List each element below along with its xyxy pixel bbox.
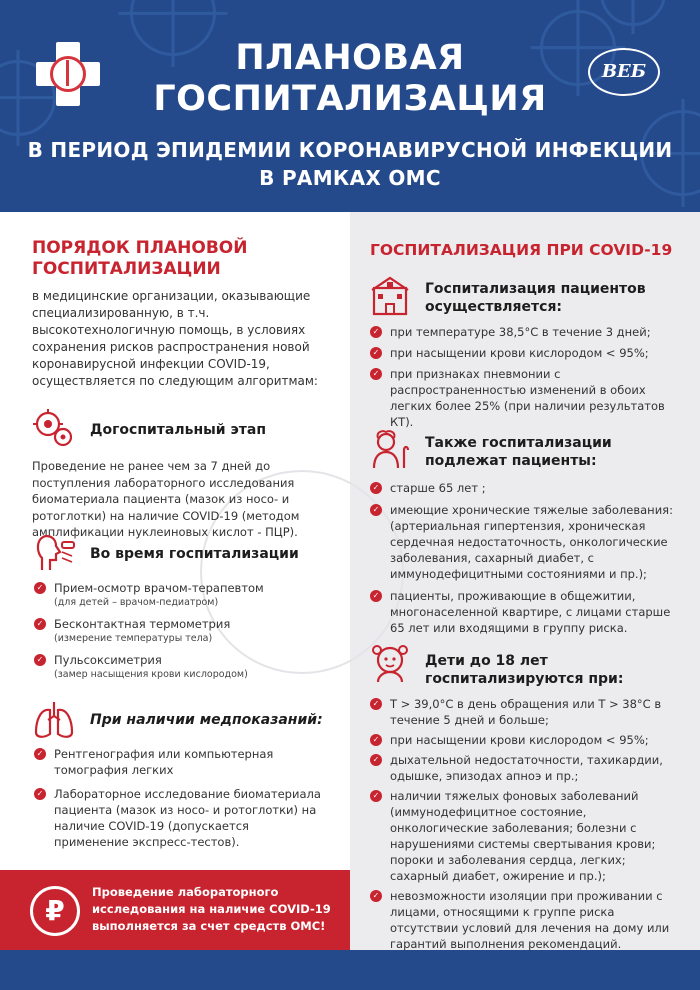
list-item: ✓ старше 65 лет ; bbox=[368, 480, 678, 496]
check-icon: ✓ bbox=[370, 347, 382, 359]
right-section-title: ГОСПИТАЛИЗАЦИЯ ПРИ COVID-19 bbox=[370, 241, 673, 259]
list-item: ✓ имеющие хронические тяжелые заболевания: (артериальная гипертензия, хроническая сердечная недостаточность, онкологические заболевания, сахарный диабет, с иммунодефицитными состояниями и пр.); bbox=[368, 502, 678, 582]
block1-list bbox=[368, 324, 678, 430]
list-item: ✓ пациенты, проживающие в общежитии, многонаселенной квартире, с лицами старше 65 лет или входящими в группу риска. bbox=[368, 588, 678, 636]
check-icon: ✓ bbox=[34, 654, 46, 666]
pre-hospital-text: Проведение не ранее чем за 7 дней до поступления лабораторного исследования биоматериала пациента (мазок из носо- и ротоглотки) на наличие COVID-19 (методом амплификации нуклеиновых кислот - ПЦР). bbox=[32, 459, 300, 539]
check-icon: ✓ bbox=[370, 754, 382, 766]
indications-heading: При наличии медпоказаний: bbox=[90, 712, 323, 728]
list-item: ✓ Прием-осмотр врачом-терапевтом (для детей – врачом-педиатром) bbox=[32, 580, 332, 609]
list-item: ✓ наличии тяжелых фоновых заболеваний (иммунодефицитное состояние, онкологические заболевания; болезни с нарушениями системы свертывания крови; пороки и заболевания сердца, легких; сахарный диабет, ожирение и пр.); bbox=[368, 788, 678, 884]
oms-notice-text: Проведение лабораторного исследования на наличие COVID-19 выполняется за счет средств ОМС! bbox=[92, 885, 331, 933]
block1-heading: Госпитализация пациентов осуществляется: bbox=[425, 281, 646, 315]
list-item: ✓ Лабораторное исследование биоматериала пациента (мазок из носо- и ротоглотки) на наличие COVID-19 (допускается применение экспресс-тестов). bbox=[32, 786, 322, 850]
thermometer-head-icon bbox=[32, 530, 76, 574]
subtitle-line2: В РАМКАХ ОМС bbox=[259, 166, 441, 190]
oms-notice-banner bbox=[0, 870, 350, 950]
block3-heading: Дети до 18 лет госпитализируются при: bbox=[425, 653, 624, 687]
pre-hospital-heading: Догоспитальный этап bbox=[90, 422, 267, 438]
list-item: ✓ Пульсоксиметрия (замер насыщения крови кислородом) bbox=[32, 652, 332, 681]
check-icon: ✓ bbox=[370, 734, 382, 746]
page-title-line1: ПЛАНОВАЯ bbox=[235, 38, 465, 78]
virus-cells-icon bbox=[32, 406, 76, 450]
list-item: ✓ при насыщении крови кислородом < 95%; bbox=[368, 732, 678, 748]
child-icon bbox=[368, 640, 412, 684]
check-icon: ✓ bbox=[34, 618, 46, 630]
check-icon: ✓ bbox=[370, 326, 382, 338]
check-icon: ✓ bbox=[370, 790, 382, 802]
block2-heading: Также госпитализации подлежат пациенты: bbox=[425, 435, 612, 469]
check-icon: ✓ bbox=[34, 582, 46, 594]
virus-decoration bbox=[600, 0, 666, 26]
during-hospitalization-heading: Во время госпитализации bbox=[90, 546, 299, 562]
during-hospitalization-list bbox=[32, 580, 332, 681]
block3-list bbox=[368, 696, 678, 952]
check-icon: ✓ bbox=[370, 890, 382, 902]
check-icon: ✓ bbox=[370, 482, 382, 494]
lungs-icon bbox=[32, 698, 76, 742]
page-title-line2: ГОСПИТАЛИЗАЦИЯ bbox=[153, 79, 547, 119]
check-icon: ✓ bbox=[34, 748, 46, 760]
check-icon: ✓ bbox=[370, 368, 382, 380]
indications-list bbox=[32, 746, 322, 850]
left-section-title: ПОРЯДОК ПЛАНОВОЙ ГОСПИТАЛИЗАЦИИ bbox=[32, 238, 248, 279]
check-icon: ✓ bbox=[370, 504, 382, 516]
list-item: ✓ при температуре 38,5°С в течение 3 дней; bbox=[368, 324, 678, 340]
list-item: ✓ дыхательной недостаточности, тахикардии, одышке, эпизодах апноэ и пр.; bbox=[368, 752, 678, 784]
list-item: ✓ Т > 39,0°С в день обращения или Т > 38°С в течение 5 дней и больше; bbox=[368, 696, 678, 728]
check-icon: ✓ bbox=[34, 788, 46, 800]
ruble-icon: ₽ bbox=[30, 886, 80, 936]
left-intro-text: в медицинские организации, оказывающие специализированную, в т.ч. высокотехнологичную помощь, в условиях сохранения рисков распространения новой коронавирусной инфекции COVID-19, осуществляется по следующим алгоритмам: bbox=[32, 289, 318, 388]
list-item: ✓ при насыщении крови кислородом < 95%; bbox=[368, 345, 678, 361]
elderly-person-icon bbox=[368, 428, 412, 472]
check-icon: ✓ bbox=[370, 590, 382, 602]
hospital-icon bbox=[368, 274, 412, 318]
list-item: ✓ при признаках пневмонии с распространенностью изменений в обоих легких более 25% (при наличии результатов КТ). bbox=[368, 366, 678, 430]
check-icon: ✓ bbox=[370, 698, 382, 710]
organization-logo: ВЕБ bbox=[588, 48, 660, 96]
list-item: ✓ Рентгенография или компьютерная томография легких bbox=[32, 746, 322, 778]
block2-list bbox=[368, 480, 678, 636]
header-banner bbox=[0, 0, 700, 212]
subtitle-line1: В ПЕРИОД ЭПИДЕМИИ КОРОНАВИРУСНОЙ ИНФЕКЦИИ bbox=[27, 138, 673, 162]
bottom-bar bbox=[0, 950, 700, 990]
list-item: ✓ Бесконтактная термометрия (измерение температуры тела) bbox=[32, 616, 332, 645]
list-item: ✓ невозможности изоляции при проживании с лицами, относящими к группе риска отсутствии условий для лечения на дому или гарантий выполнения рекомендаций. bbox=[368, 888, 678, 952]
